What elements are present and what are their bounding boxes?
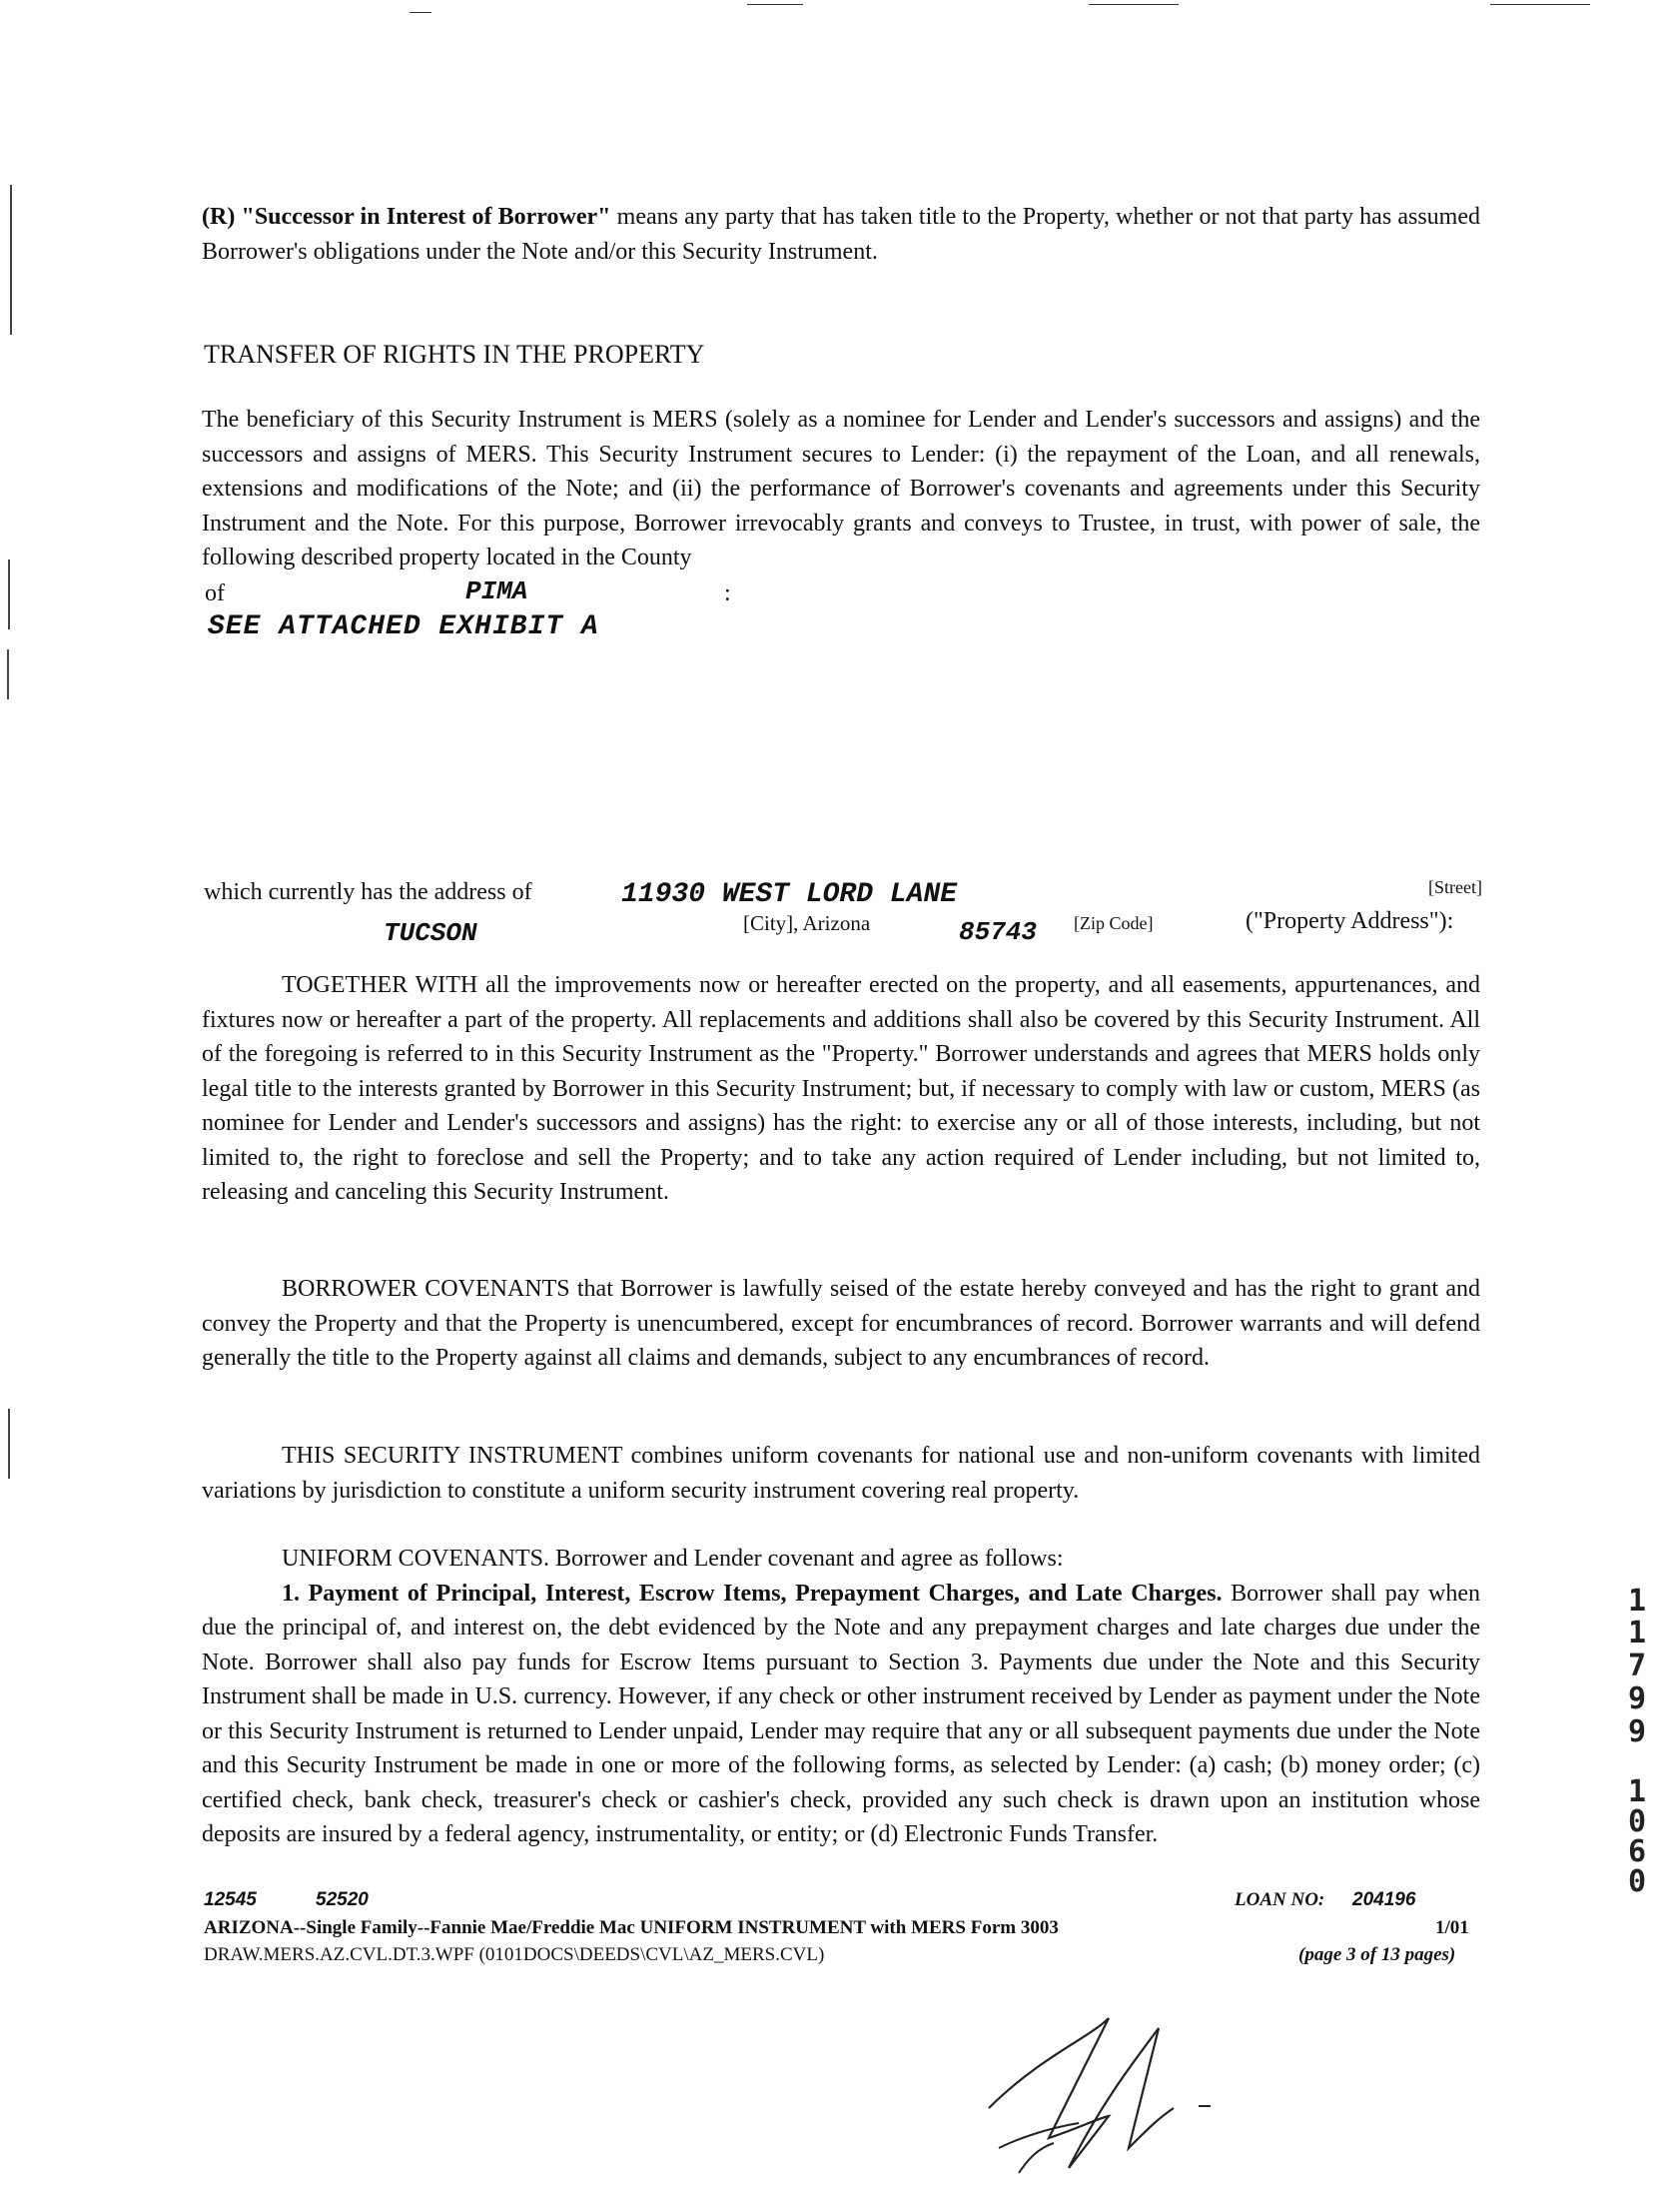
scan-artifact-line: [410, 12, 431, 13]
page-info: (page 3 of 13 pages): [1298, 1944, 1456, 1965]
address-city: TUCSON: [384, 918, 477, 948]
stamp-digit: 0: [1628, 1804, 1647, 1839]
zip-label: [Zip Code]: [1074, 913, 1154, 933]
property-address-label: ("Property Address"):: [1246, 908, 1454, 934]
exhibit-note: SEE ATTACHED EXHIBIT A: [208, 611, 599, 642]
definition-r: [202, 200, 1480, 269]
stamp-digit: 6: [1628, 1834, 1647, 1869]
borrower-covenants-paragraph: [202, 1272, 1480, 1376]
together-with-text: TOGETHER WITH all the improvements now or hereafter erected on the property, and all easements, appurtenances, and fixtures now or hereafter a part of the property. All replacements and additions shall also be covered by this Security Instrument. All of the foregoing is referred to in this Security Instrument as the "Property." Borrower understands and agrees that MERS holds only legal title to the interests granted by Borrower in this Security Instrument; but, if necessary to comply with law or custom, MERS (as nominee for Lender and Lender's successors and assigns) has the right: to exercise any or all of those interests, including, but not limited to, the right to foreclose and sell the Property; and to take any action required of Lender including, but not limited to, releasing and canceling this Security Instrument.: [202, 972, 1480, 1205]
scan-artifact-line: [747, 4, 803, 5]
borrower-covenants-text: BORROWER COVENANTS that Borrower is lawfully seised of the estate hereby conveyed and has the right to grant and convey the Property and that the Property is unencumbered, except for encumbrances of record. Borrower warrants and will defend generally the title to the Property against all claims and demands, subject to any encumbrances of record.: [202, 1276, 1480, 1371]
covenant-1-text: Borrower shall pay when due the principal of, and interest on, the debt evidenced by the Note and any prepayment charges and late charges due under the Note. Borrower shall also pay funds for Escrow Items pursuant to Section 3. Payments due under the Note and this Security Instrument shall be made in U.S. currency. However, if any check or other instrument received by Lender as payment under the Note or this Security Instrument is returned to Lender unpaid, Lender may require that any or all subsequent payments due under the Note and this Security Instrument be made in one or more of the following forms, as selected by Lender: (a) cash; (b) money order; (c) certified check, bank check, treasurer's check or cashier's check, provided any such check is drawn upon an institution whose deposits are insured by a federal agency, instrumentality, or entity; or (d) Electronic Funds Transfer.: [202, 1580, 1480, 1847]
stamp-digit: 0: [1628, 1864, 1647, 1899]
margin-mark: [10, 185, 12, 335]
county-colon: :: [724, 580, 731, 606]
stamp-digit: 1: [1628, 1584, 1647, 1619]
stamp-digit: 1: [1628, 1774, 1647, 1809]
uniform-covenants-intro: UNIFORM COVENANTS. Borrower and Lender covenant and agree as follows:: [282, 1546, 1064, 1572]
uniform-covenants: [202, 1542, 1480, 1852]
transfer-heading: TRANSFER OF RIGHTS IN THE PROPERTY: [204, 340, 705, 369]
form-title: ARIZONA--Single Family--Fannie Mae/Freddie Mac UNIFORM INSTRUMENT with MERS Form 3003: [204, 1917, 1059, 1938]
form-version: 1/01: [1435, 1917, 1469, 1938]
security-instrument-paragraph: [202, 1439, 1480, 1508]
county-name: PIMA: [465, 576, 528, 606]
loan-label: LOAN NO:: [1235, 1889, 1325, 1910]
address-zip: 85743: [959, 917, 1038, 947]
definition-r-text: means any party that has taken title to the Property, whether or not that party has assumed Borrower's obligations under the Note and/or this Security Instrument.: [202, 204, 1481, 265]
stamp-digit: 7: [1628, 1649, 1647, 1683]
definition-r-label: (R) "Successor in Interest of Borrower": [202, 204, 611, 230]
scan-artifact-line: [1089, 4, 1179, 5]
address-street: 11930 WEST LORD LANE: [621, 879, 958, 910]
address-intro: which currently has the address of: [204, 879, 532, 905]
street-label: [Street]: [1428, 877, 1482, 897]
stamp-digit: 9: [1628, 1681, 1647, 1716]
margin-mark: [8, 559, 10, 629]
security-instrument-text: THIS SECURITY INSTRUMENT combines uniform covenants for national use and non-uniform covenants with limited variations by jurisdiction to constitute a uniform security instrument covering real property.: [202, 1443, 1480, 1504]
loan-number: 204196: [1352, 1889, 1416, 1910]
stamp-digit: 1: [1628, 1616, 1647, 1651]
initials-signature: [959, 1998, 1229, 2198]
scan-artifact-line: [1490, 4, 1590, 5]
margin-mark: [7, 649, 9, 699]
city-label: [City], Arizona: [743, 911, 871, 935]
together-with-paragraph: [202, 968, 1480, 1210]
footer-code-1: 12545: [204, 1889, 257, 1910]
footer-code-2: 52520: [316, 1889, 369, 1910]
covenant-1-heading: 1. Payment of Principal, Interest, Escrow Items, Prepayment Charges, and Late Charges.: [282, 1580, 1223, 1607]
file-path: DRAW.MERS.AZ.CVL.DT.3.WPF (0101DOCS\DEEDS\CVL\AZ_MERS.CVL): [204, 1944, 825, 1965]
margin-mark: [8, 1409, 10, 1479]
transfer-paragraph: The beneficiary of this Security Instrument is MERS (solely as a nominee for Lender and Lender's successors and assigns) and the successors and assigns of MERS. This Security Instrument secures to Lender: (i) the repayment of the Loan, and all renewals, extensions and modifications of the Note; and (ii) the performance of Borrower's covenants and agreements under this Security Instrument and the Note. For this purpose, Borrower irrevocably grants and conveys to Trustee, in trust, with power of sale, the following described property located in the County: [202, 407, 1480, 570]
stamp-digit: 9: [1628, 1714, 1647, 1749]
county-of-label: of: [205, 580, 225, 606]
covenant-1: [202, 1577, 1480, 1852]
